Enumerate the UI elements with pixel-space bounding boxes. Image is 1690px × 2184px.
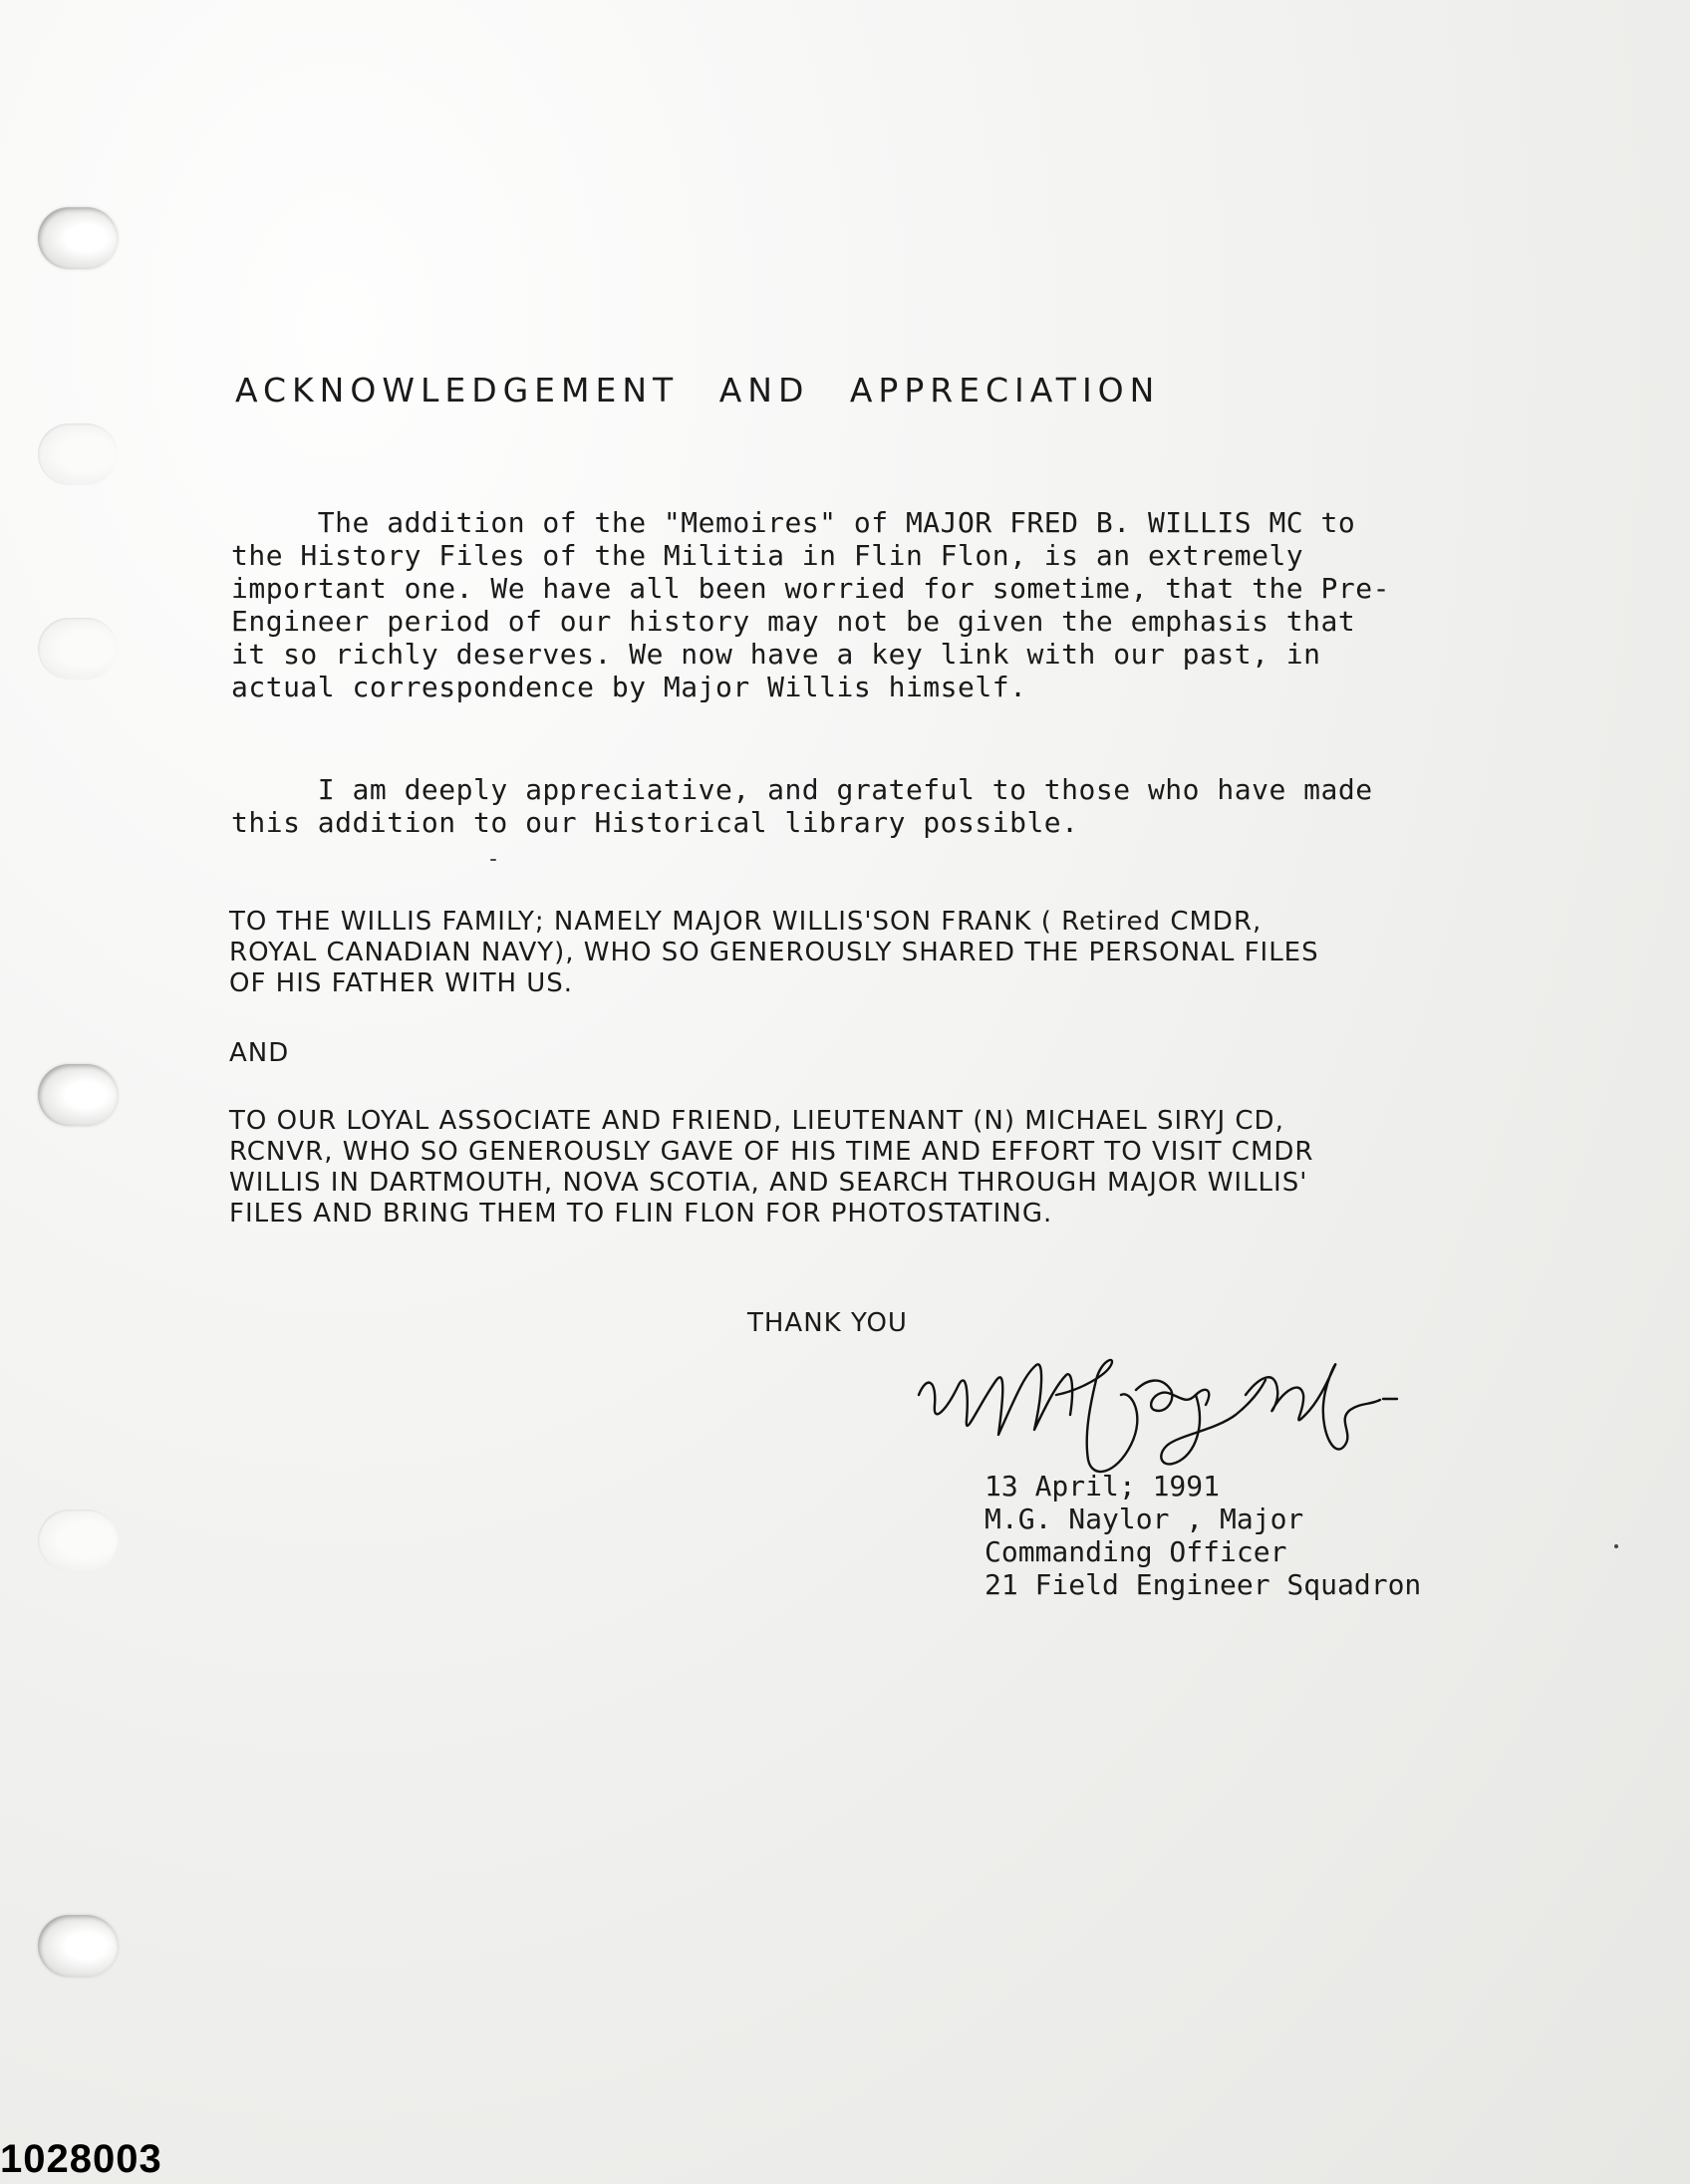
scan-speck (1614, 1544, 1618, 1548)
binder-hole-bottom (38, 1915, 118, 1977)
document-id: 1028003 (0, 2137, 162, 2181)
binder-hole-top (38, 207, 118, 269)
thank-you: THANK YOU (747, 1308, 908, 1338)
paragraph-line: actual correspondence by Major Willis himself. (231, 671, 1027, 703)
signatory-role: Commanding Officer (985, 1535, 1287, 1568)
signature-date: 13 April; 1991 (985, 1470, 1221, 1502)
paragraph-line: RCNVR, WHO SO GENEROUSLY GAVE OF HIS TIME AND EFFORT TO VISIT CMDR (229, 1137, 1314, 1167)
paragraph-line: TO THE WILLIS FAMILY; NAMELY MAJOR WILLIS'SON FRANK ( Retired CMDR, (229, 907, 1263, 937)
paragraph-line: TO OUR LOYAL ASSOCIATE AND FRIEND, LIEUTENANT (N) MICHAEL SIRYJ CD, (229, 1106, 1284, 1136)
paragraph-line: FILES AND BRING THEM TO FLIN FLON FOR PHOTOSTATING. (229, 1199, 1053, 1228)
binder-hole-middle (38, 1064, 118, 1126)
paragraph-line: this addition to our Historical library possible. (231, 806, 1079, 839)
binder-hole-faint (38, 618, 118, 680)
paragraph-line: the History Files of the Militia in Flin Flon, is an extremely (231, 539, 1304, 572)
scan-speck (490, 859, 496, 861)
signatory-name: M.G. Naylor , Major (985, 1502, 1304, 1535)
and-separator: AND (229, 1038, 290, 1068)
paragraph-line: Engineer period of our history may not be given the emphasis that (231, 605, 1356, 638)
paragraph-line: The addition of the "Memoires" of MAJOR FRED B. WILLIS MC to (231, 506, 1356, 539)
signatory-unit: 21 Field Engineer Squadron (985, 1568, 1422, 1601)
paragraph-line: ROYAL CANADIAN NAVY), WHO SO GENEROUSLY SHARED THE PERSONAL FILES (229, 938, 1319, 967)
document-title: ACKNOWLEDGEMENT AND APPRECIATION (235, 371, 1161, 410)
paragraph-line: I am deeply appreciative, and grateful to those who have made (231, 773, 1373, 806)
binder-hole-faint (38, 423, 118, 485)
paragraph-line: it so richly deserves. We now have a key link with our past, in (231, 638, 1321, 671)
paragraph-line: OF HIS FATHER WITH US. (229, 968, 574, 998)
binder-hole-faint (38, 1509, 118, 1571)
paragraph-line: important one. We have all been worried for sometime, that the Pre- (231, 572, 1390, 605)
paragraph-line: WILLIS IN DARTMOUTH, NOVA SCOTIA, AND SEARCH THROUGH MAJOR WILLIS' (229, 1168, 1308, 1198)
